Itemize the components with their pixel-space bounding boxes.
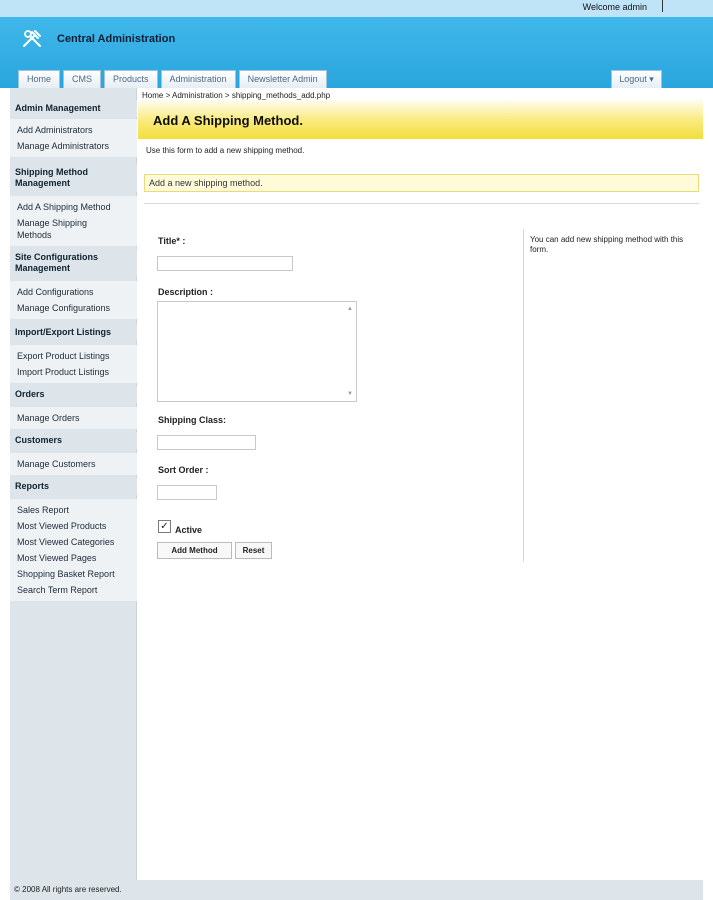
tab-newsletter-admin[interactable]: Newsletter Admin: [239, 70, 327, 88]
scroll-up-icon[interactable]: ▲: [347, 306, 353, 312]
sidebar-item-manage-customers[interactable]: Manage Customers: [17, 459, 96, 469]
sidebar-section-title: Customers: [10, 432, 137, 449]
sidebar-section-title: Import/Export Listings: [10, 324, 137, 341]
footer: © 2008 All rights are reserved.: [10, 880, 703, 900]
welcome-text: Welcome admin: [582, 2, 647, 12]
description-label: Description :: [158, 287, 214, 297]
divider: [144, 203, 699, 204]
sidebar: [10, 88, 137, 880]
sidebar-item-add-administrators[interactable]: Add Administrators: [17, 125, 93, 135]
main-nav-tabs: [18, 70, 327, 88]
page-title-band: [138, 100, 703, 139]
sidebar-section-customers: [10, 432, 137, 475]
sidebar-section-site-config: [10, 249, 137, 319]
sidebar-item-search-term-report[interactable]: Search Term Report: [17, 585, 98, 595]
sidebar-item-add-shipping-method[interactable]: Add A Shipping Method: [17, 202, 111, 212]
sidebar-section-title: Site Configurations Management: [10, 249, 137, 277]
top-bar: [0, 0, 713, 17]
scroll-down-icon[interactable]: ▼: [347, 391, 353, 397]
sidebar-section-title: Admin Management: [10, 100, 137, 117]
sort-order-label: Sort Order :: [158, 465, 209, 475]
breadcrumb: Home > Administration > shipping_methods_add.php: [142, 91, 331, 100]
sidebar-item-import-product-listings[interactable]: Import Product Listings: [17, 367, 110, 377]
reset-button[interactable]: Reset: [235, 542, 272, 559]
sidebar-section-title: Shipping Method Management: [10, 164, 137, 192]
intro-text: Use this form to add a new shipping method.: [146, 146, 305, 155]
title-label: Title* :: [158, 236, 186, 246]
tab-home[interactable]: Home: [18, 70, 60, 88]
sidebar-section-admin: [10, 100, 137, 157]
shipping-class-input[interactable]: [157, 435, 256, 450]
sidebar-item-manage-orders[interactable]: Manage Orders: [17, 413, 80, 423]
sidebar-section-reports: [10, 478, 137, 601]
sidebar-item-sales-report[interactable]: Sales Report: [17, 505, 70, 515]
sidebar-item-add-configurations[interactable]: Add Configurations: [17, 287, 94, 297]
sidebar-section-shipping: [10, 164, 137, 246]
sidebar-item-most-viewed-categories[interactable]: Most Viewed Categories: [17, 537, 115, 547]
tab-products[interactable]: Products: [104, 70, 158, 88]
tab-cms[interactable]: CMS: [63, 70, 101, 88]
active-checkbox[interactable]: ✓: [158, 520, 171, 533]
page-title: Add A Shipping Method.: [153, 113, 303, 128]
help-text: You can add new shipping method with this form.: [530, 235, 684, 254]
sort-order-input[interactable]: [157, 485, 217, 500]
add-method-button[interactable]: Add Method: [157, 542, 232, 559]
sidebar-item-most-viewed-pages[interactable]: Most Viewed Pages: [17, 553, 97, 563]
app-title: Central Administration: [57, 33, 176, 45]
app-header: [0, 17, 713, 88]
sidebar-item-shopping-basket-report[interactable]: Shopping Basket Report: [17, 569, 115, 579]
sidebar-item-manage-configurations[interactable]: Manage Configurations: [17, 303, 111, 313]
description-textarea[interactable]: [157, 301, 357, 402]
sidebar-section-orders: [10, 386, 137, 429]
logout-button[interactable]: Logout ▾: [611, 70, 662, 88]
title-input[interactable]: [157, 256, 293, 271]
active-label: Active: [175, 525, 203, 535]
shipping-class-label: Shipping Class:: [158, 415, 227, 425]
sidebar-item-export-product-listings[interactable]: Export Product Listings: [17, 351, 110, 361]
sidebar-item-manage-administrators[interactable]: Manage Administrators: [17, 141, 110, 151]
tools-icon: [20, 27, 44, 51]
sidebar-section-title: Orders: [10, 386, 137, 403]
sidebar-item-manage-shipping-methods[interactable]: Manage Shipping Methods: [17, 218, 88, 240]
welcome-separator: [662, 0, 663, 12]
vertical-divider: [523, 229, 524, 562]
tab-administration[interactable]: Administration: [161, 70, 236, 88]
sidebar-section-import-export: [10, 324, 137, 383]
sidebar-section-title: Reports: [10, 478, 137, 495]
sidebar-item-most-viewed-products[interactable]: Most Viewed Products: [17, 521, 107, 531]
notice-box: Add a new shipping method.: [144, 174, 699, 192]
